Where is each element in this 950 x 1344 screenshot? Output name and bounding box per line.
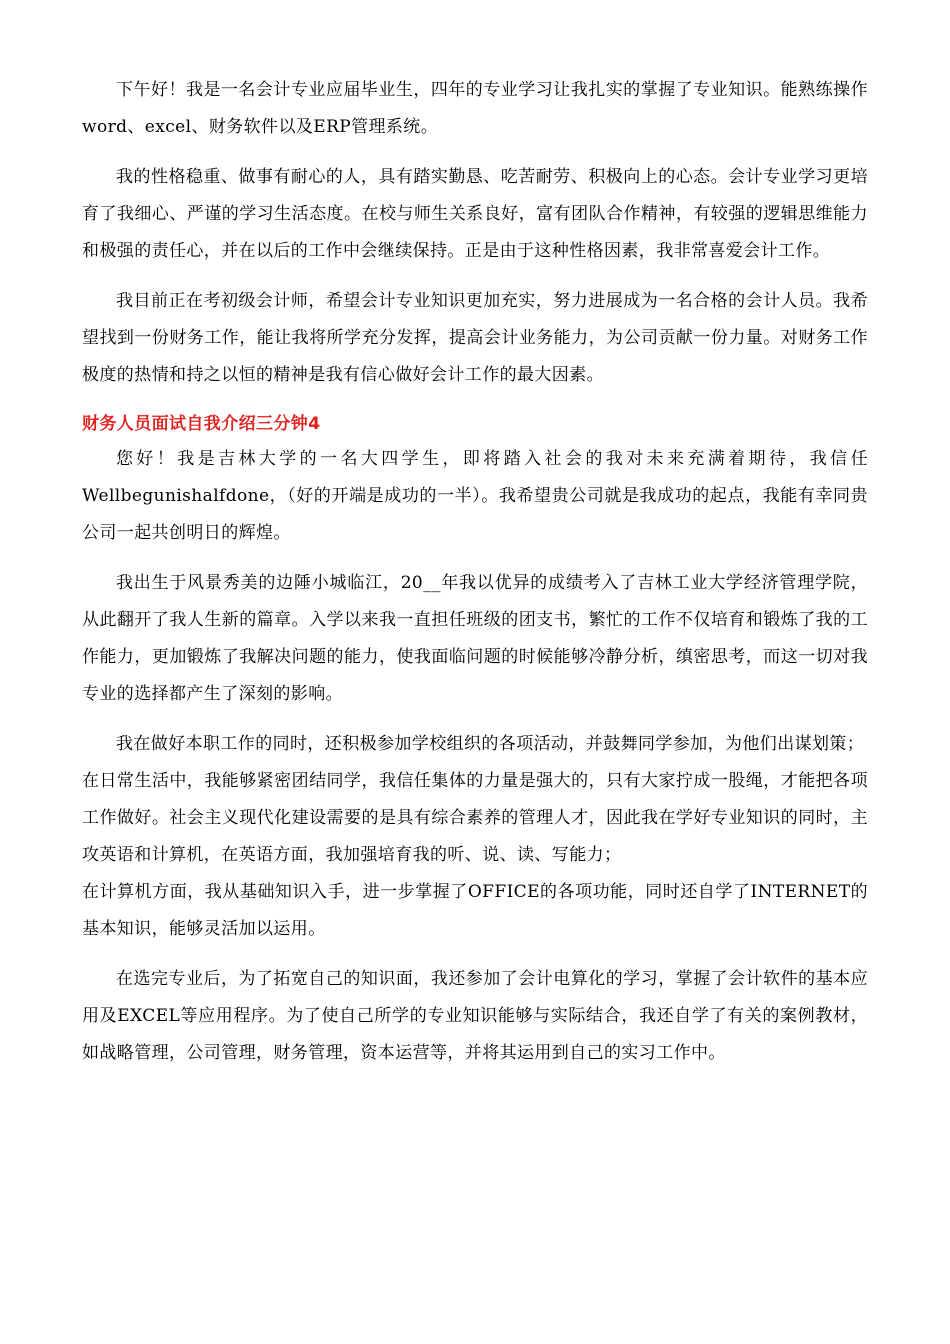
document-page [82,72,868,1072]
paragraph-greeting: 下午好！我是一名会计专业应届毕业生，四年的专业学习让我扎实的掌握了专业知识。能熟练操作word、excel、财务软件以及ERP管理系统。 [82,80,868,137]
paragraph-background: 我出生于风景秀美的边陲小城临江，20__年我以优异的成绩考入了吉林工业大学经济管理学院，从此翻开了我人生新的篇章。入学以来我一直担任班级的团支书，繁忙的工作不仅培育和锻炼了我的工作能力，更加锻炼了我解决问题的能力，使我面临问题的时候能够冷静分析，缜密思考，而这一切对我专业的选择都产生了深刻的影响。 [82,573,868,704]
paragraph-personality: 我的性格稳重、做事有耐心的人，具有踏实勤恳、吃苦耐劳、积极向上的心态。会计专业学习更培育了我细心、严谨的学习生活态度。在校与师生关系良好，富有团队合作精神，有较强的逻辑思维能力和极强的责任心，并在以后的工作中会继续保持。正是由于这种性格因素，我非常喜爱会计工作。 [82,167,868,261]
section-heading: 财务人员面试自我介绍三分钟4 [82,414,321,434]
paragraph-introduction: 您好！我是吉林大学的一名大四学生，即将踏入社会的我对未来充满着期待，我信任Wellbegunishalfdone，（好的开端是成功的一半）。我希望贵公司就是我成功的起点，我能有幸同贵公司一起共创明日的辉煌。 [82,449,868,543]
paragraph-career-goal: 我目前正在考初级会计师，希望会计专业知识更加充实，努力进展成为一名合格的会计人员。我希望找到一份财务工作，能让我将所学充分发挥，提高会计业务能力，为公司贡献一份力量。对财务工作极度的热情和持之以恒的精神是我有信心做好会计工作的最大因素。 [82,291,868,385]
paragraph-daily-life: 在日常生活中，我能够紧密团结同学，我信任集体的力量是强大的，只有大家拧成一股绳，才能把各项工作做好。社会主义现代化建设需要的是具有综合素养的管理人才，因此我在学好专业知识的同时，主攻英语和计算机，在英语方面，我加强培育我的听、说、读、写能力； [82,771,868,865]
paragraph-accounting-study: 在选完专业后，为了拓宽自己的知识面，我还参加了会计电算化的学习，掌握了会计软件的基本应用及EXCEL等应用程序。为了使自己所学的专业知识能够与实际结合，我还自学了有关的案例教材，如战略管理，公司管理，财务管理，资本运营等，并将其运用到自己的实习工作中。 [82,969,868,1063]
paragraph-computer-skills: 在计算机方面，我从基础知识入手，进一步掌握了OFFICE的各项功能，同时还自学了INTERNET的基本知识，能够灵活加以运用。 [82,882,868,939]
paragraph-activities: 我在做好本职工作的同时，还积极参加学校组织的各项活动，并鼓舞同学参加，为他们出谋划策； [116,734,865,754]
